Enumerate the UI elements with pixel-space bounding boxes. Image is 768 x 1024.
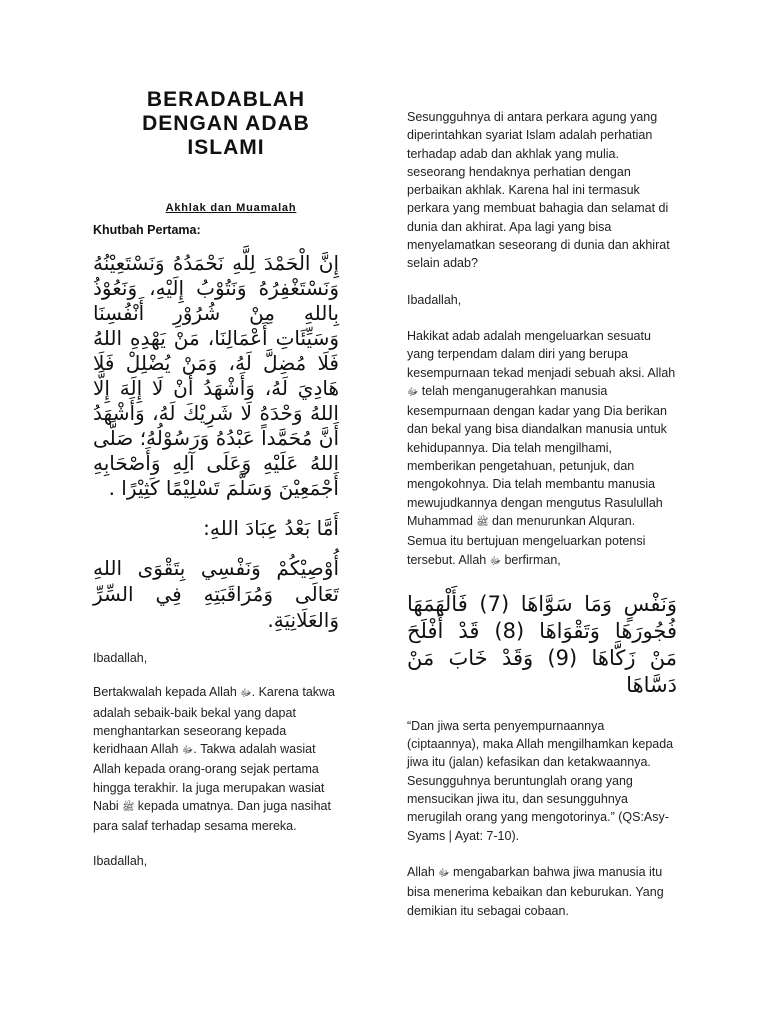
text-run: berfirman, [501,552,561,567]
allah-honorific-icon: ﷻ [181,745,194,757]
section-label: Khutbah Pertama: [93,223,201,237]
allah-honorific-icon: ﷻ [489,555,501,567]
text-run: dan menurunkan Alquran. Semua itu bertujuan mengeluarkan potensi tersebut. Allah [407,513,646,567]
nabi-honorific-icon: ﷺ [476,516,489,528]
text-run: kepada umatnya. Dan juga nasihat para salaf terhadap sesama mereka. [93,799,331,834]
document-title [93,88,339,160]
title-line: DENGAN ADAB [142,112,310,135]
paragraph-ibadallah: Ibadallah, [93,853,148,868]
paragraph-hakikat-adab [407,327,677,571]
arabic-wasiat: أُوْصِيْكُمْ وَنَفْسِي بِتَقْوَى اللهِ تَعَالَى وَمُرَاقَبَتِهِ فِي السِّرِّ وَالعَلَانِيَةِ. [93,556,339,632]
text-run: . Takwa adalah wasiat Allah kepada orang-orang sejak pertama hingga terakhir. Ia juga merupakan wasiat Nabi [93,742,325,814]
arabic-opening: إِنَّ الْحَمْدَ لِلَّهِ نَحْمَدُهُ وَنَسْتَعِيْنُهُ وَنَسْتَغْفِرُهُ وَنَتُوْبُ إِلَيْهِ، وَنَعُوْذُ بِاللهِ مِنْ شُرُوْرِ أَنْفُسِنَا وَسَيِّئَاتِ أَعْمَالِنَا، مَنْ يَهْدِهِ اللهُ فَلَا مُضِلَّ لَهُ، وَمَنْ يُضْلِلْ فَلَا هَادِيَ لَهُ، وَأَشْهَدُ أَنْ لَا إِلَهَ إِلَّا اللهُ وَحْدَهُ لَا شَرِيْكَ لَهُ، وَأَشْهَدُ أَنَّ مُحَمَّداً عَبْدُهُ وَرَسُوْلُهُ؛ صَلَّى اللهُ عَلَيْهِ وَعَلَى آلِهِ وَأَصْحَابِهِ أَجْمَعِيْنَ وَسَلَّمَ تَسْلِيْمًا كَثِيْرًا . [93,251,339,500]
text-run: Bertakwalah kepada Allah [93,685,241,700]
paragraph-takwa [93,683,339,835]
text-run: mengabarkan bahwa jiwa manusia itu bisa menerima kebaikan dan keburukan. Yang demikian itu sebagai cobaan. [407,864,664,918]
arabic-verse: وَنَفْسٍ وَمَا سَوَّاهَا (7) فَأَلْهَمَهَا فُجُورَهَا وَتَقْوَاهَا (8) قَدْ أَفْلَحَ مَنْ زَكَّاهَا (9) وَقَدْ خَابَ مَنْ دَسَّاهَا [407,591,677,697]
text-run: telah menganugerahkan manusia kesempurnaan dengan kadar yang Dia berikan dan bekal yang bisa diandalkan manusia untuk kehidupannya. Dia telah mengilhami, memberikan pengetahuan, petunjuk, dan mengokohnya. Dia telah membantu manusia mewujudkannya dengan mengutus Rasulullah Muhammad [407,383,667,528]
left-column [93,88,339,870]
paragraph-translation: “Dan jiwa serta penyempurnaannya (ciptaannya), maka Allah mengilhamkan kepada jiwa itu (jalan) kefasikan dan ketakwaannya. Sesungguhnya beruntunglah orang yang mensucikan jiwa itu, dan sesungguhnya merugilah orang yang mengotorinya.” (QS:Asy-Syams | Ayat: 7-10). [407,718,674,843]
text-run: Allah [407,864,439,879]
title-line: BERADABLAH [146,88,306,111]
allah-honorific-icon: ﷻ [240,688,252,700]
allah-honorific-icon: ﷻ [407,386,419,398]
text-run: Hakikat adab adalah mengeluarkan sesuatu yang terpendam dalam diri yang berupa kesempurnaan tekad menjadi sebuah aksi. Allah [407,328,676,380]
allah-honorific-icon: ﷻ [438,867,450,879]
paragraph-ibadallah: Ibadallah, [407,292,462,307]
right-column [407,90,677,920]
category-subtitle: Akhlak dan Muamalah [165,202,297,214]
text-run: . Karena takwa adalah sebaik-baik bekal yang dapat menghantarkan seseorang kepada keridhaan Allah [93,685,336,757]
title-line: ISLAMI [187,136,265,159]
paragraph-intro: Sesungguhnya di antara perkara agung yang diperintahkan syariat Islam adalah perhatian terhadap adab dan akhlak yang mulia. seseorang hendaknya perhatian dengan perbaikan akhlak. Karena hal ini termasuk perkara yang membuat bahagia dan selamat di dunia dan akhirat. Apa lagi yang bisa menyelamatkan seseorang di dunia dan akhirat selain adab? [407,110,670,271]
arabic-amma-badu: أَمَّا بَعْدُ عِبَادَ اللهِ: [203,516,339,540]
paragraph-ibadallah: Ibadallah, [93,651,148,665]
paragraph-jiwa [407,863,677,920]
nabi-honorific-icon: ﷺ [122,802,135,814]
